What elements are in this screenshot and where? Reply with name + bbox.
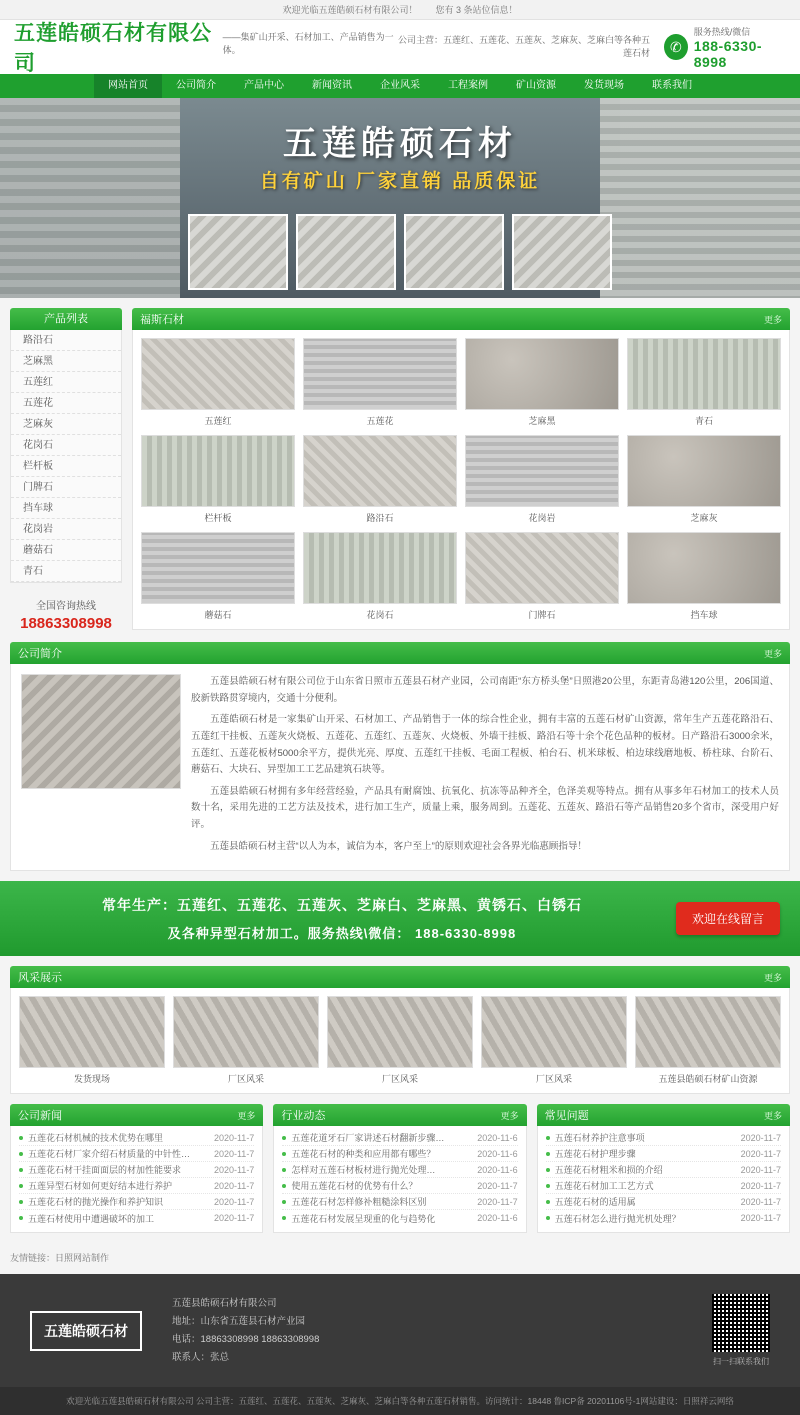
- company-photo: [21, 674, 181, 789]
- news-item[interactable]: [19, 1162, 254, 1178]
- news-bar-title: 行业动态: [281, 1110, 326, 1123]
- bullet-icon: [19, 1152, 23, 1156]
- product-bar-title: 福斯石材: [140, 314, 184, 326]
- banner-thumb-4[interactable]: [512, 214, 612, 290]
- company-section: [0, 632, 800, 881]
- welcome-text: 欢迎光临五莲皓硕石材有限公司！: [282, 5, 418, 15]
- news-title: 五莲花石材护理步骤: [554, 1149, 636, 1160]
- news-column-faq: [537, 1104, 790, 1233]
- product-card[interactable]: [141, 338, 295, 427]
- showcase-image: [635, 996, 781, 1068]
- product-grid: [132, 330, 790, 630]
- news-item[interactable]: [282, 1178, 517, 1194]
- news-date: 2020-11-7: [740, 1164, 781, 1175]
- news-item[interactable]: [546, 1178, 781, 1194]
- logo-title: 五莲皓硕石材有限公司: [14, 22, 212, 75]
- bullet-icon: [546, 1168, 550, 1172]
- nav-item-news[interactable]: 新闻资讯: [312, 80, 352, 91]
- bullet-icon: [282, 1168, 286, 1172]
- visit-count: 您有 3 条站位信息！: [435, 5, 518, 15]
- showcase-item[interactable]: [635, 996, 781, 1085]
- product-name: 栏杆板: [204, 513, 232, 523]
- sidebar-item-3[interactable]: 五莲花: [11, 393, 121, 414]
- product-image: [303, 435, 457, 507]
- news-title: 五莲石材使用中遭遇破坏的加工: [28, 1213, 155, 1224]
- banner-subtitle: 自有矿山 厂家直销 品质保证: [259, 171, 541, 192]
- banner-thumb-1[interactable]: [188, 214, 288, 290]
- news-item[interactable]: [546, 1162, 781, 1178]
- news-date: 2020-11-7: [740, 1180, 781, 1191]
- showcase-more-link[interactable]: 更多: [763, 972, 782, 983]
- news-section: [0, 1104, 800, 1243]
- product-name: 芝麻黑: [528, 416, 556, 426]
- hotline-number: 18863308998: [20, 615, 112, 632]
- banner-thumb-3[interactable]: [404, 214, 504, 290]
- news-date: 2020-11-7: [740, 1148, 781, 1159]
- news-item[interactable]: [546, 1130, 781, 1146]
- news-date: 2020-11-7: [477, 1196, 518, 1207]
- news-date: 2020-11-7: [740, 1132, 781, 1143]
- site-header: [0, 20, 800, 74]
- news-title: 五莲花石材机械的技术优势在哪里: [28, 1133, 164, 1144]
- news-more-link[interactable]: 更多: [237, 1110, 256, 1121]
- friendly-links-value[interactable]: 日照网站制作: [55, 1253, 110, 1264]
- company-bar: [10, 642, 790, 664]
- news-date: 2020-11-7: [213, 1180, 255, 1191]
- footer-logo: 五莲皓硕石材: [30, 1311, 142, 1351]
- sidebar-head: 产品列表: [10, 308, 122, 330]
- header-phone: [664, 24, 786, 70]
- footer-phone: 电话：18863308998 18863308998: [172, 1333, 320, 1345]
- product-bar: [132, 308, 790, 330]
- product-image: [141, 338, 295, 410]
- news-date: 2020-11-6: [477, 1164, 518, 1175]
- news-title: 五莲花石材的抛光操作和养护知识: [28, 1197, 164, 1208]
- product-image: [303, 338, 457, 410]
- product-image: [141, 435, 295, 507]
- footer-info: [172, 1295, 319, 1367]
- bullet-icon: [19, 1184, 23, 1188]
- hotline-label: 全国咨询热线: [36, 601, 96, 612]
- news-title: 怎样对五莲石材板材进行抛光处理…: [291, 1165, 436, 1176]
- bullet-icon: [546, 1200, 550, 1204]
- footer-company-name: 五莲县皓硕石材有限公司: [172, 1297, 277, 1309]
- news-list: [10, 1126, 263, 1233]
- product-card[interactable]: [465, 338, 619, 427]
- bullet-icon: [546, 1216, 550, 1220]
- sidebar-item-1[interactable]: 芝麻黑: [11, 351, 121, 372]
- product-name: 五莲花: [366, 416, 394, 426]
- company-paragraph-1: 五莲皓硕石材是一家集矿山开采、石材加工、产品销售于一体的综合性企业，拥有丰富的五莲石材矿山资源，常年生产五莲花路沿石、五莲红干挂板、五莲灰火烧板、五莲花、五莲红、五莲灰、火烧板、外墙干挂板、路沿石等十余个花色品种的板材。日产路沿石3000余米，五莲红、五莲花板材5000余平方，提供光亮、厚度、五莲红干挂板、毛面工程板、柏台石、机米球板、柏边球线磨地板、桥柱球、台阶石、蘑菇石、大块石、异型加工工艺品建筑石块等。: [191, 714, 779, 776]
- news-date: 2020-11-7: [213, 1132, 255, 1143]
- product-card[interactable]: [465, 532, 619, 621]
- banner-thumbnails: [0, 214, 800, 290]
- product-card[interactable]: [303, 532, 457, 621]
- hero-banner[interactable]: [0, 98, 800, 298]
- news-list: [273, 1126, 526, 1233]
- news-title: 五莲花石材发展呈现重的化与趋势化: [291, 1213, 436, 1224]
- news-date: 2020-11-7: [740, 1213, 781, 1224]
- news-title: 五莲花石材怎样修补粗糙涂料区别: [291, 1197, 427, 1208]
- news-title: 五莲花石材厂家介绍石材质量的中针性…: [28, 1149, 191, 1160]
- showcase-item[interactable]: [173, 996, 319, 1085]
- news-item[interactable]: [19, 1130, 254, 1146]
- sidebar-item-11[interactable]: 青石: [11, 561, 121, 582]
- news-date: 2020-11-6: [477, 1213, 518, 1224]
- bullet-icon: [282, 1200, 286, 1204]
- product-name: 芝麻灰: [690, 513, 718, 523]
- news-title: 五莲花石材加工工艺方式: [554, 1181, 654, 1192]
- product-name: 蘑菇石: [204, 610, 232, 620]
- news-item[interactable]: [19, 1178, 254, 1194]
- product-image: [465, 435, 619, 507]
- company-intro: [10, 664, 790, 871]
- product-image: [303, 532, 457, 604]
- sidebar-item-8[interactable]: 挡车球: [11, 498, 121, 519]
- showcase-item[interactable]: [481, 996, 627, 1085]
- sidebar-item-4[interactable]: 芝麻灰: [11, 414, 121, 435]
- news-date: 2020-11-7: [213, 1148, 255, 1159]
- nav-item-about[interactable]: 公司简介: [176, 80, 216, 91]
- product-image: [627, 338, 781, 410]
- promo-line-1: 常年生产：五莲红、五莲花、五莲灰、芝麻白、芝麻黑、黄锈石、白锈石: [101, 897, 582, 914]
- company-text: [191, 674, 779, 860]
- news-item[interactable]: [282, 1194, 517, 1210]
- news-title: 五莲异型石材如何更好结本进行养护: [28, 1181, 173, 1192]
- sidebar-item-10[interactable]: 蘑菇石: [11, 540, 121, 561]
- showcase-item[interactable]: [19, 996, 165, 1085]
- news-title: 五莲花石材的种类和应用都有哪些？: [291, 1149, 436, 1160]
- showcase-image: [327, 996, 473, 1068]
- nav-item-products[interactable]: 产品中心: [244, 80, 284, 91]
- bullet-icon: [282, 1184, 286, 1188]
- qr-code-icon: [712, 1294, 770, 1352]
- news-more-link[interactable]: 更多: [763, 1110, 782, 1121]
- company-more-link[interactable]: 更多: [763, 648, 782, 659]
- product-name: 花岗岩: [528, 513, 556, 523]
- bullet-icon: [19, 1200, 23, 1204]
- product-card[interactable]: [627, 532, 781, 621]
- product-name: 路沿石: [366, 513, 394, 523]
- logo[interactable]: [14, 17, 395, 77]
- showcase-grid: [10, 988, 790, 1094]
- friendly-links: [0, 1243, 800, 1274]
- showcase-name: 厂区风采: [381, 1074, 418, 1085]
- banner-thumb-2[interactable]: [296, 214, 396, 290]
- sidebar-hotline: [10, 597, 122, 632]
- showcase-name: 厂区风采: [227, 1074, 264, 1085]
- showcase-name: 厂区风采: [535, 1074, 572, 1085]
- news-title: 五莲花石材粗米和损的介绍: [554, 1165, 663, 1176]
- showcase-image: [481, 996, 627, 1068]
- news-date: 2020-11-7: [477, 1180, 518, 1191]
- sidebar-item-5[interactable]: 花岗石: [11, 435, 121, 456]
- product-name: 青石: [694, 416, 713, 426]
- products-section: [0, 298, 800, 632]
- news-title: 五莲石材养护注意事项: [554, 1133, 645, 1144]
- news-item[interactable]: [546, 1194, 781, 1210]
- qr-caption: 扫一扫联系我们: [713, 1357, 769, 1367]
- news-title: 五莲花石材的适用属: [554, 1197, 636, 1208]
- banner-title: 五莲皓硕石材: [283, 125, 517, 163]
- showcase-item[interactable]: [327, 996, 473, 1085]
- news-item[interactable]: [282, 1130, 517, 1146]
- product-card[interactable]: [141, 435, 295, 524]
- nav-item-home[interactable]: 网站首页: [94, 74, 162, 98]
- company-bar-title: 公司简介: [18, 648, 62, 660]
- product-more-link[interactable]: 更多: [763, 314, 782, 325]
- header-intro: [395, 34, 664, 61]
- news-column-industry: [273, 1104, 526, 1233]
- news-column-company: [10, 1104, 263, 1233]
- footer-contact: 联系人：张总: [172, 1351, 230, 1363]
- bullet-icon: [19, 1136, 23, 1140]
- news-item[interactable]: [546, 1146, 781, 1162]
- service-label: 服务热线/微信: [693, 27, 751, 37]
- sidebar-item-7[interactable]: 门牌石: [11, 477, 121, 498]
- bullet-icon: [19, 1168, 23, 1172]
- sidebar-item-9[interactable]: 花岗岩: [11, 519, 121, 540]
- sidebar-item-0[interactable]: 路沿石: [11, 330, 121, 351]
- news-item[interactable]: [282, 1146, 517, 1162]
- product-image: [627, 532, 781, 604]
- product-image: [465, 338, 619, 410]
- news-date: 2020-11-7: [213, 1213, 255, 1224]
- news-title: 五莲石材怎么进行抛光机处理？: [554, 1213, 681, 1224]
- showcase-bar-title: 风采展示: [18, 972, 62, 985]
- sidebar-item-2[interactable]: 五莲红: [11, 372, 121, 393]
- showcase-name: 五莲县皓硕石材矿山资源: [658, 1074, 758, 1085]
- sidebar: [10, 308, 122, 632]
- news-title: 五莲花道牙石厂家讲述石材翻新步骤…: [291, 1133, 445, 1144]
- service-phone: 188-6330-8998: [693, 38, 763, 70]
- news-item[interactable]: [19, 1146, 254, 1162]
- friendly-links-label: 友情链接：: [10, 1253, 56, 1264]
- news-date: 2020-11-7: [740, 1196, 781, 1207]
- header-intro-line: 公司主营：五莲红、五莲花、五莲灰、芝麻灰、芝麻白等各种五莲石材: [398, 34, 651, 58]
- main-nav[interactable]: [0, 74, 800, 98]
- news-item[interactable]: [19, 1194, 254, 1210]
- bullet-icon: [19, 1216, 23, 1220]
- nav-item-quarry[interactable]: 矿山资源: [516, 80, 556, 91]
- product-name: 门牌石: [528, 610, 556, 620]
- footer-qr-block: [712, 1294, 770, 1367]
- showcase-name: 发货现场: [73, 1074, 110, 1085]
- product-card[interactable]: [627, 338, 781, 427]
- showcase-image: [173, 996, 319, 1068]
- product-card[interactable]: [303, 435, 457, 524]
- news-bar: [10, 1104, 263, 1126]
- news-bar-title: 常见问题: [544, 1110, 589, 1123]
- news-bar: [537, 1104, 790, 1126]
- footer-address: 地址：山东省五莲县石材产业园: [172, 1315, 306, 1327]
- product-card[interactable]: [465, 435, 619, 524]
- promo-line-2: 及各种异型石材加工。服务热线\微信： 188-6330-8998: [167, 926, 517, 942]
- showcase-section: [0, 956, 800, 1104]
- news-date: 2020-11-6: [477, 1148, 518, 1159]
- news-more-link[interactable]: 更多: [500, 1110, 519, 1121]
- nav-item-company-style[interactable]: 企业风采: [380, 80, 420, 91]
- nav-item-shipping[interactable]: 发货现场: [584, 80, 624, 91]
- sidebar-item-6[interactable]: 栏杆板: [11, 456, 121, 477]
- bullet-icon: [282, 1136, 286, 1140]
- product-image: [141, 532, 295, 604]
- product-name: 五莲红: [204, 416, 232, 426]
- product-panel: [132, 308, 790, 632]
- site-footer: [0, 1274, 800, 1387]
- bullet-icon: [546, 1136, 550, 1140]
- news-list: [537, 1126, 790, 1233]
- bullet-icon: [282, 1152, 286, 1156]
- product-image: [465, 532, 619, 604]
- bullet-icon: [546, 1152, 550, 1156]
- news-date: 2020-11-7: [213, 1164, 255, 1175]
- product-card[interactable]: [627, 435, 781, 524]
- copyright-bar: 欢迎光临五莲县皓硕石材有限公司 公司主营：五莲红、五莲花、五莲灰、芝麻灰、芝麻白等各种五莲石材销售。访问统计：18448 鲁ICP备 20201106号-1网站建设：日照祥云网络: [0, 1387, 800, 1415]
- category-list[interactable]: [10, 330, 122, 583]
- news-item[interactable]: [282, 1162, 517, 1178]
- company-paragraph-3: 五莲县皓硕石材主营“以人为本，诚信为本，客户至上”的原则欢迎社会各界光临惠顾指导！: [210, 840, 587, 852]
- online-message-button[interactable]: 欢迎在线留言: [676, 902, 780, 935]
- nav-item-contact[interactable]: 联系我们: [652, 80, 692, 91]
- promo-text: [20, 895, 664, 942]
- product-name: 挡车球: [690, 610, 718, 620]
- bullet-icon: [546, 1184, 550, 1188]
- showcase-bar: [10, 966, 790, 988]
- bullet-icon: [282, 1216, 286, 1220]
- logo-subtitle: ——集矿山开采、石材加工、产品销售为一体。: [222, 32, 394, 55]
- news-bar-title: 公司新闻: [18, 1110, 62, 1123]
- news-title: 使用五莲花石材的优势有什么？: [291, 1181, 418, 1192]
- news-title: 五莲花石材干挂面面层的材加性能要求: [28, 1165, 182, 1176]
- product-image: [627, 435, 781, 507]
- company-paragraph-0: 五莲县皓硕石材有限公司位于山东省日照市五莲县石材产业园，公司南距“东方桥头堡”日照港20公里，东距青岛港120公里，206国道、胶新铁路贯穿境内，交通十分便利。: [191, 676, 779, 704]
- news-date: 2020-11-7: [213, 1196, 255, 1207]
- promo-banner: [0, 881, 800, 956]
- product-card[interactable]: [141, 532, 295, 621]
- phone-icon: ✆: [664, 34, 688, 60]
- news-row: [10, 1104, 790, 1233]
- news-bar: [273, 1104, 526, 1126]
- product-card[interactable]: [303, 338, 457, 427]
- showcase-image: [19, 996, 165, 1068]
- news-date: 2020-11-6: [477, 1132, 518, 1143]
- nav-item-cases[interactable]: 工程案例: [448, 80, 488, 91]
- company-paragraph-2: 五莲县皓硕石材拥有多年经营经验，产品具有耐腐蚀、抗氧化、抗冻等品种齐全，色泽美观等特点。拥有从事多年石材加工的技术人员数十名，采用先进的工艺方法及技术，进行加工生产，质量上乘，服务周到。五莲花、五莲灰、路沿石等产品销售20多个省市，深受用户好评。: [191, 785, 779, 830]
- product-name: 花岗石: [366, 610, 394, 620]
